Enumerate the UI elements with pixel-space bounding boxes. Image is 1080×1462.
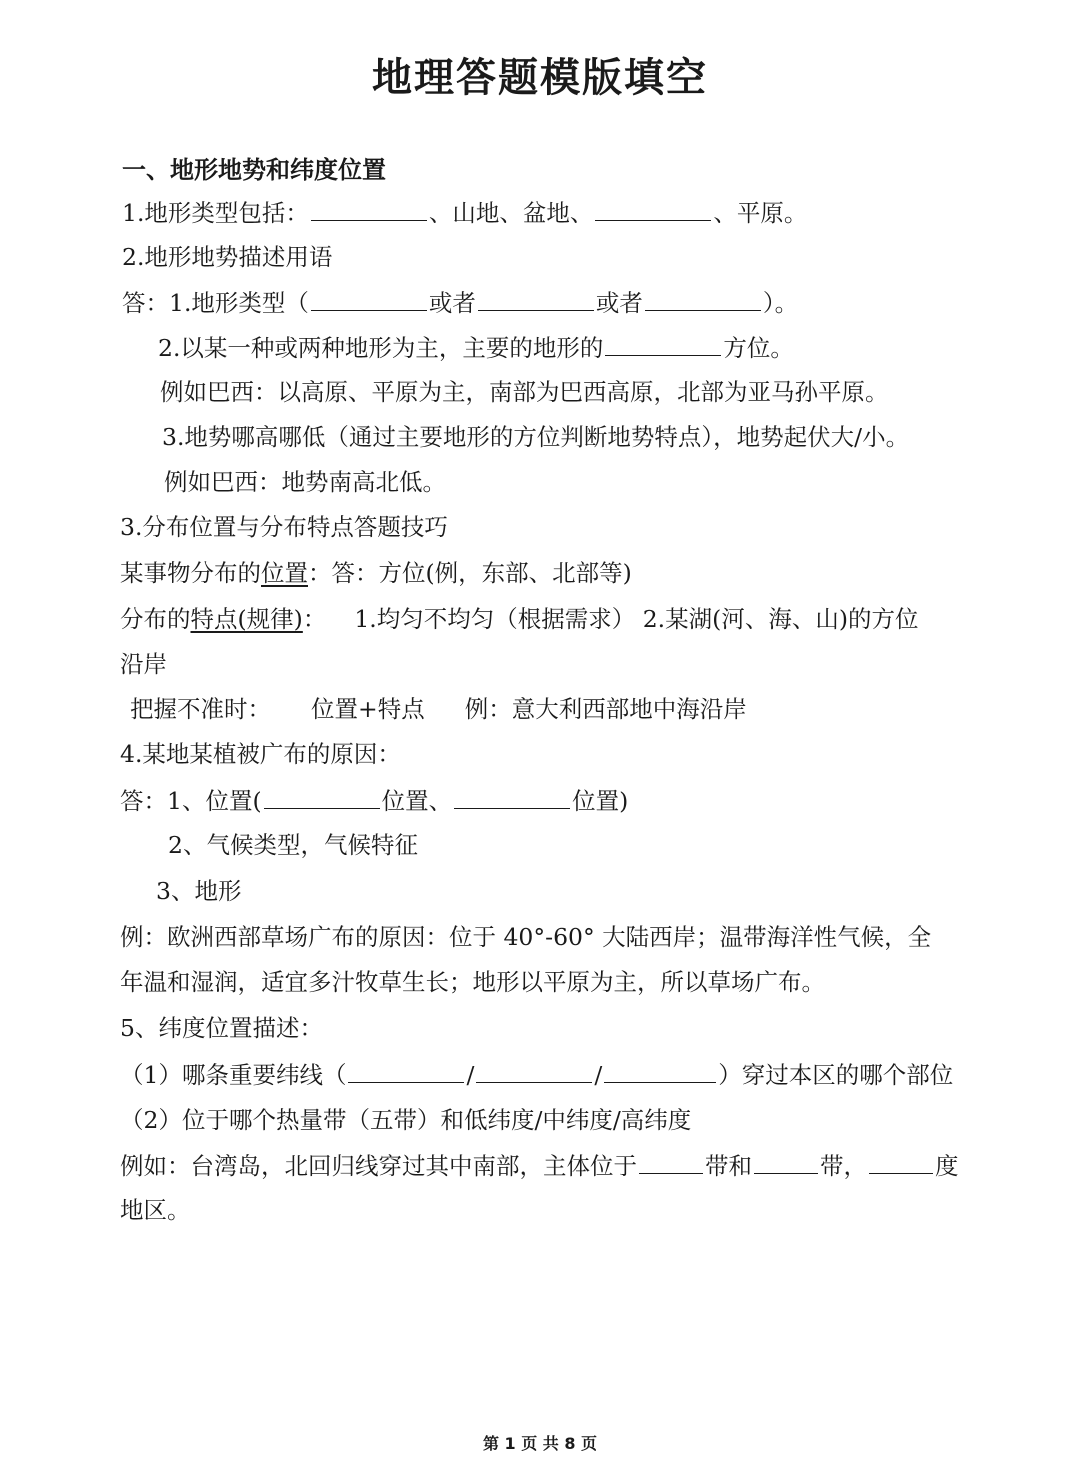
question-3-heading: 3.分布位置与分布特点答题技巧 <box>120 513 448 541</box>
question-4-heading: 4.某地某植被广布的原因： <box>120 740 401 768</box>
page-title: 地理答题模版填空 <box>372 55 708 101</box>
fill-blank[interactable] <box>595 196 711 221</box>
distribution-feature: 分布的特点(规律)： 1.均匀不均匀（根据需求） 2.某湖(河、海、山)的方位 <box>120 605 919 633</box>
answer-4-1: 答：1、位置( 位置、 位置) <box>120 784 628 817</box>
answer-2-1: 答：1.地形类型（ 或者 或者 ）。 <box>122 286 798 319</box>
fill-blank[interactable] <box>645 286 761 311</box>
question-1: 1.地形类型包括： 、山地、盆地、 、平原。 <box>122 196 807 229</box>
answer-4-2: 2、气候类型，气候特征 <box>168 831 418 859</box>
example-5-wrap: 地区。 <box>120 1196 191 1224</box>
example-2-1: 例如巴西：以高原、平原为主，南部为巴西高原，北部为亚马孙平原。 <box>160 378 889 406</box>
fill-blank[interactable] <box>754 1149 818 1174</box>
fill-blank[interactable] <box>311 286 427 311</box>
example-2-2: 例如巴西：地势南高北低。 <box>164 468 446 496</box>
fill-blank[interactable] <box>476 1058 592 1083</box>
question-2-heading: 2.地形地势描述用语 <box>122 243 333 271</box>
example-5: 例如：台湾岛，北回归线穿过其中南部，主体位于 带和 带， 度 <box>120 1149 959 1182</box>
fill-blank[interactable] <box>869 1149 933 1174</box>
question-5-part-2: （2）位于哪个热量带（五带）和低纬度/中纬度/高纬度 <box>120 1106 692 1134</box>
answer-2-2: 2.以某一种或两种地形为主，主要的地形的 方位。 <box>158 331 794 364</box>
fill-blank[interactable] <box>605 331 721 356</box>
fill-blank[interactable] <box>264 784 380 809</box>
fill-blank[interactable] <box>454 784 570 809</box>
question-5-part-1: （1）哪条重要纬线（ / / ）穿过本区的哪个部位 <box>120 1058 953 1091</box>
distribution-feature-wrap: 沿岸 <box>120 650 167 678</box>
question-5-heading: 5、纬度位置描述： <box>120 1014 323 1042</box>
distribution-tip: 把握不准时： 位置+特点 例：意大利西部地中海沿岸 <box>130 695 747 723</box>
fill-blank[interactable] <box>604 1058 716 1083</box>
answer-2-3: 3.地势哪高哪低（通过主要地形的方位判断地势特点），地势起伏大/小。 <box>162 423 910 451</box>
distribution-position: 某事物分布的位置：答：方位(例，东部、北部等) <box>120 559 632 587</box>
answer-4-3: 3、地形 <box>156 877 242 905</box>
fill-blank[interactable] <box>348 1058 464 1083</box>
page-footer: 第 1 页 共 8 页 <box>482 1434 598 1453</box>
fill-blank[interactable] <box>639 1149 703 1174</box>
example-4-line-1: 例：欧洲西部草场广布的原因：位于 40°-60° 大陆西岸；温带海洋性气候，全 <box>120 923 932 951</box>
fill-blank[interactable] <box>478 286 594 311</box>
fill-blank[interactable] <box>311 196 427 221</box>
example-4-line-2: 年温和湿润，适宜多汁牧草生长；地形以平原为主，所以草场广布。 <box>120 968 825 996</box>
section-heading: 一、地形地势和纬度位置 <box>122 156 386 184</box>
